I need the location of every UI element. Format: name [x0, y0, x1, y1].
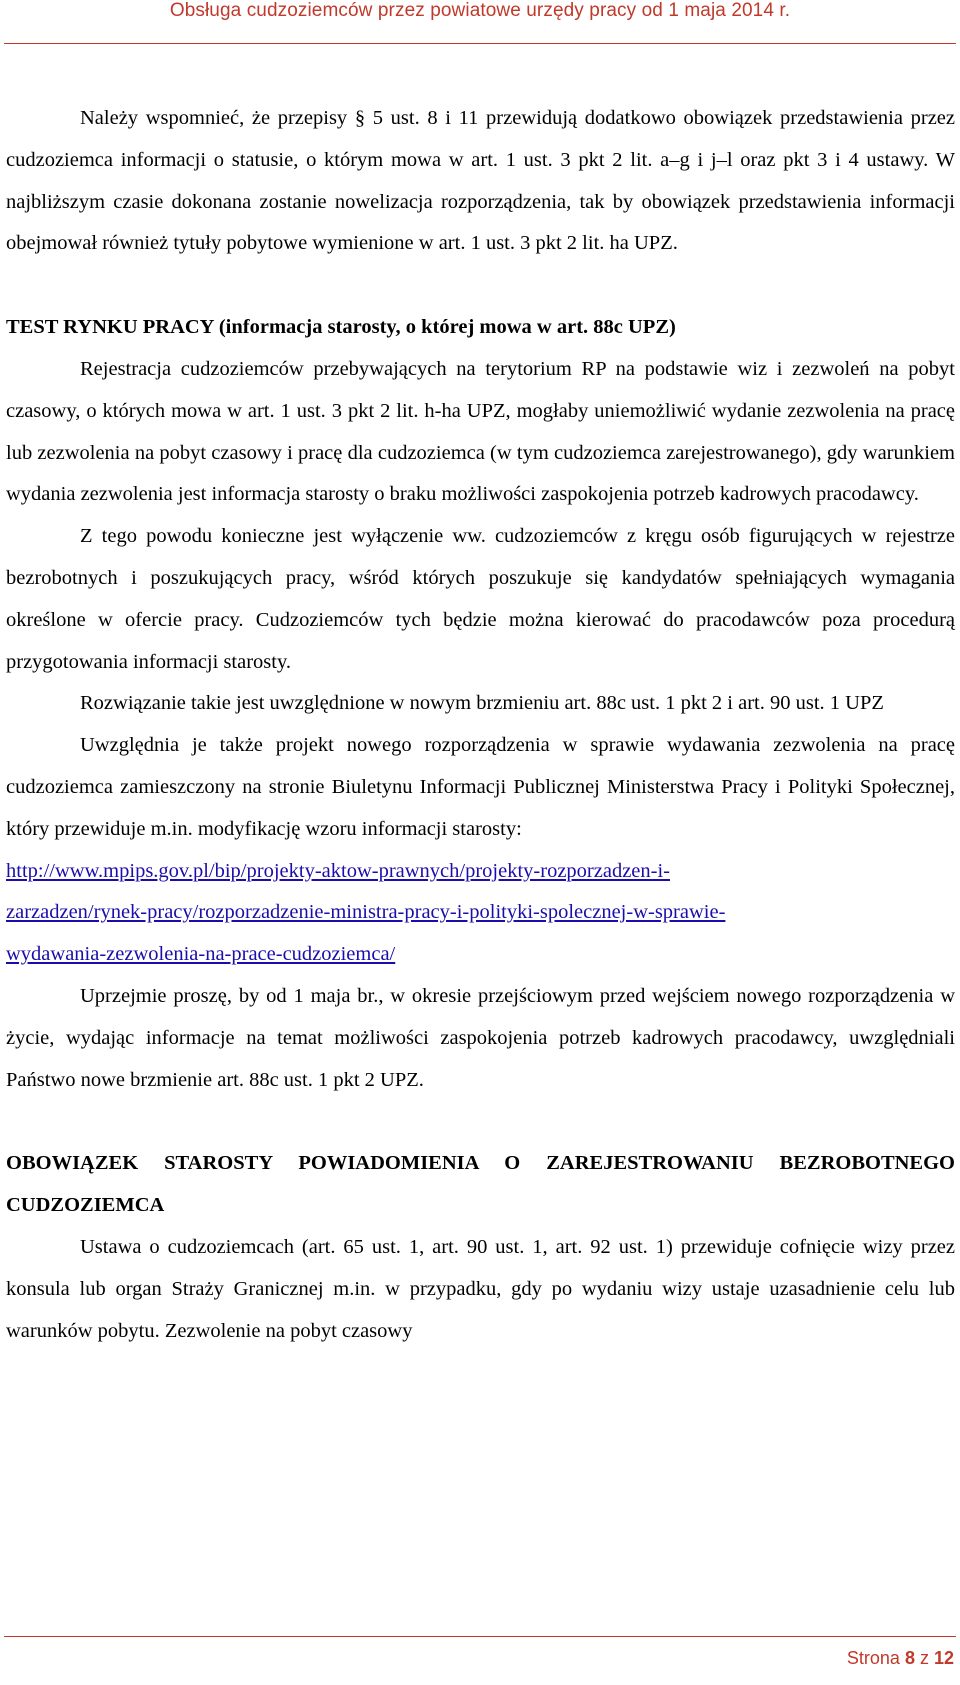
- bip-link[interactable]: [6, 851, 955, 976]
- header-title: Obsługa cudzoziemców przez powiatowe urzędy pracy od 1 maja 2014 r.: [169, 0, 791, 21]
- spacer: [6, 265, 955, 307]
- page-current: 8: [904, 1648, 915, 1668]
- footer-divider: [4, 1636, 956, 1637]
- paragraph-visa-revocation: Ustawa o cudzoziemcach (art. 65 ust. 1, art. 90 ust. 1, art. 92 ust. 1) przewiduje cofnięcie wizy przez konsula lub organ Straży Granicznej m.in. w przypadku, gdy po wydaniu wizy ustaje uzasadnienie celu lub warunków pobytu. Zezwolenie na pobyt czasowy: [6, 1235, 955, 1342]
- page-total: 12: [933, 1648, 954, 1668]
- page-number: [847, 1648, 954, 1669]
- section-heading-labour-market-test: TEST RYNKU PRACY (informacja starosty, o której mowa w art. 88c UPZ): [6, 316, 676, 339]
- paragraph-registration: Rejestracja cudzoziemców przebywających na terytorium RP na podstawie wiz i zezwoleń na pobyt czasowy, o których mowa w art. 1 ust. 3 pkt 2 lit. h-ha UPZ, mogłaby uniemożliwić wydanie zezwolenia na pracę lub zezwolenia na pobyt czasowy i pracę dla cudzoziemca (w tym cudzoziemca zarejestrowanego), gdy warunkiem wydania zezwolenia jest informacja starosty o braku możliwości zaspokojenia potrzeb kadrowych pracodawcy.: [6, 357, 955, 506]
- bip-link-line-1: http://www.mpips.gov.pl/bip/projekty-aktow-prawnych/projekty-rozporzadzen-i-: [6, 859, 670, 882]
- page-separator: z: [914, 1648, 934, 1668]
- bip-link-line-3: wydawania-zezwolenia-na-prace-cudzoziemca/: [6, 943, 396, 966]
- page-header: [0, 0, 960, 46]
- paragraph-exclusion: Z tego powodu konieczne jest wyłączenie ww. cudzoziemców z kręgu osób figurujących w rejestrze bezrobotnych i poszukujących pracy, wśród których poszukuje się kandydatów spełniających wymagania określone w ofercie pracy. Cudzoziemców tych będzie można kierować do pracodawców poza procedurą przygotowania informacji starosty.: [6, 525, 955, 673]
- paragraph-solution: Rozwiązanie takie jest uwzględnione w nowym brzmieniu art. 88c ust. 1 pkt 2 i art. 90 ust. 1 UPZ: [80, 692, 884, 715]
- section-heading-starost-duty: OBOWIĄZEK STAROSTY POWIADOMIENIA O ZAREJESTROWANIU BEZROBOTNEGO CUDZOZIEMCA: [6, 1152, 955, 1217]
- header-divider: [4, 43, 956, 44]
- document-body: [6, 98, 955, 1352]
- page-prefix: Strona: [846, 1648, 905, 1668]
- spacer: [6, 1101, 955, 1143]
- paragraph-draft-regulation: Uwzględnia je także projekt nowego rozporządzenia w sprawie wydawania zezwolenia na pracę cudzoziemca zamieszczony na stronie Biuletynu Informacji Publicznej Ministerstwa Pracy i Polityki Społecznej, który przewiduje m.in. modyfikację wzoru informacji starosty:: [6, 734, 955, 840]
- paragraph-status-info: Należy wspomnieć, że przepisy § 5 ust. 8 i 11 przewidują dodatkowo obowiązek przedstawienia przez cudzoziemca informacji o statusie, o którym mowa w art. 1 ust. 3 pkt 2 lit. a–g i j–l oraz pkt 3 i 4 ustawy. W najbliższym czasie dokonana zostanie nowelizacja rozporządzenia, tak by obowiązek przedstawienia informacji obejmował również tytuły pobytowe wymienione w art. 1 ust. 3 pkt 2 lit. ha UPZ.: [6, 107, 955, 255]
- paragraph-request: Uprzejmie proszę, by od 1 maja br., w okresie przejściowym przed wejściem nowego rozporządzenia w życie, wydając informacje na temat możliwości zaspokojenia potrzeb kadrowych pracodawcy, uwzględniali Państwo nowe brzmienie art. 88c ust. 1 pkt 2 UPZ.: [6, 984, 955, 1091]
- bip-link-line-2: zarzadzen/rynek-pracy/rozporzadzenie-ministra-pracy-i-polityki-spolecznej-w-sprawie-: [6, 901, 726, 924]
